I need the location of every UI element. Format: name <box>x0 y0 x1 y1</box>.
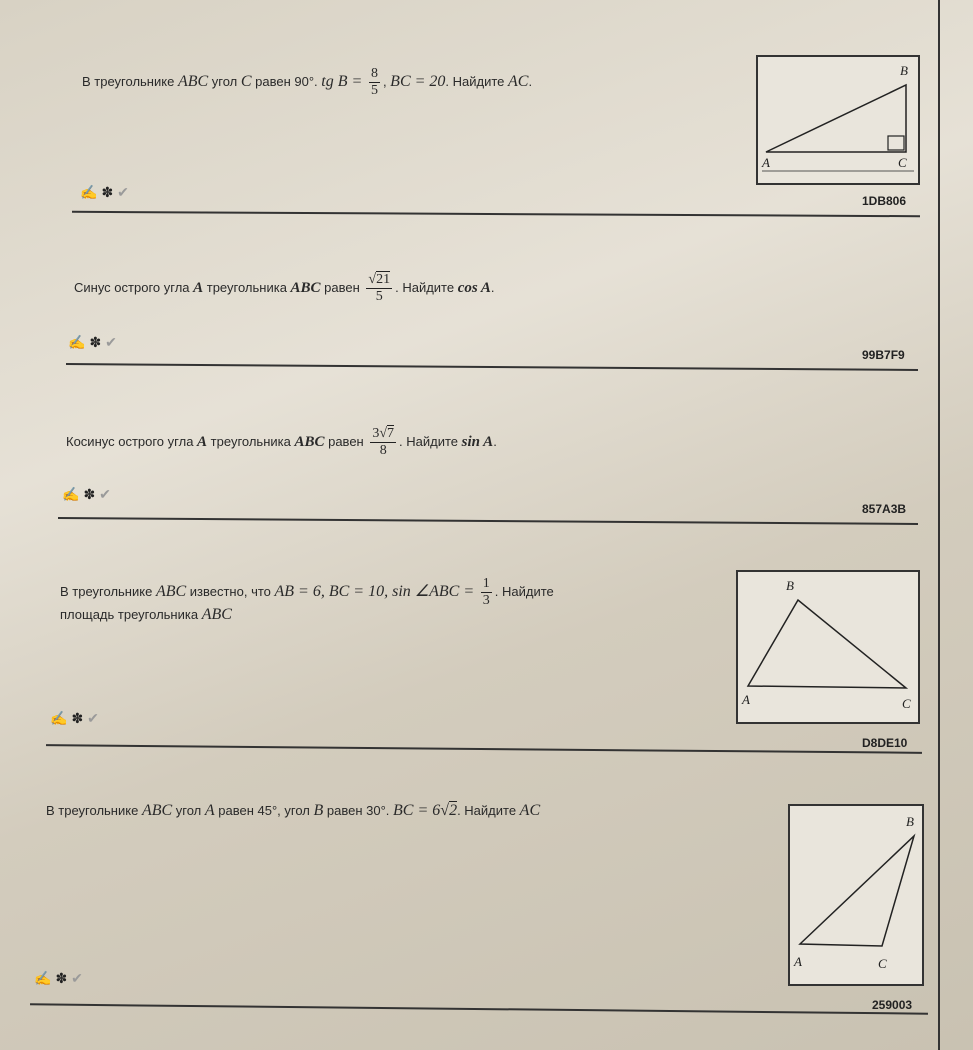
fraction <box>370 426 396 459</box>
text-segment: . Найдите <box>395 279 458 295</box>
text-segment: равен 90°. <box>251 73 322 89</box>
text-segment: равен 45°, угол <box>214 803 314 818</box>
math-segment: C <box>240 72 252 90</box>
text-segment: . <box>490 279 495 295</box>
fraction-denominator: 3 <box>482 593 490 608</box>
text-segment: . Найдите <box>457 803 520 818</box>
problem-3-toolbar <box>62 486 115 503</box>
fraction-denominator: 5 <box>370 83 378 98</box>
vertex-label-a: A <box>742 692 750 707</box>
hand-icon[interactable]: ✍ <box>80 184 102 200</box>
fraction-numerator: 3√7 <box>372 426 395 441</box>
math-segment: A <box>204 802 215 819</box>
problem-5-toolbar <box>34 970 87 987</box>
text-segment: Косинус острого угла <box>66 433 198 449</box>
math-segment: ABC <box>294 433 325 450</box>
text-segment: Синус острого угла <box>74 279 194 295</box>
fraction-denominator: 5 <box>375 289 383 304</box>
math-segment: ABC <box>155 582 187 600</box>
hand-icon[interactable]: ✍ <box>68 334 90 350</box>
vertex-label-a: A <box>794 954 802 969</box>
problem-4-text-line-2 <box>60 604 232 626</box>
problem-2-text <box>74 272 495 305</box>
math-segment: ABC <box>290 279 321 296</box>
problem-code: 1DB806 <box>862 194 907 208</box>
radicand: 21 <box>376 272 391 287</box>
text-segment: равен <box>324 433 368 449</box>
figure-obtuse-triangle <box>788 804 924 986</box>
hand-icon[interactable]: ✍ <box>50 710 72 726</box>
math-segment: ABC <box>177 72 209 90</box>
problem-2-toolbar <box>68 334 121 351</box>
math-segment: AB = 6, BC = 10, sin ∠ABC = <box>274 582 475 600</box>
math-segment: A <box>193 279 204 296</box>
vertex-label-c: C <box>878 956 887 971</box>
text-segment: . <box>528 73 533 89</box>
fraction-numerator: 1 <box>482 576 490 591</box>
text-segment: угол <box>208 73 241 89</box>
hand-icon[interactable]: ✍ <box>34 970 56 986</box>
check-icon[interactable]: ✔ <box>117 184 133 200</box>
flower-icon[interactable]: ✽ <box>55 970 72 986</box>
radicand: 7 <box>387 426 395 441</box>
math-segment: ABC <box>201 606 232 623</box>
problem-code: 259003 <box>872 998 913 1012</box>
problem-3-text <box>66 426 497 459</box>
check-icon[interactable]: ✔ <box>105 334 121 350</box>
math-segment: √2 <box>440 802 458 819</box>
flower-icon[interactable]: ✽ <box>89 334 106 350</box>
hand-icon[interactable]: ✍ <box>62 486 84 502</box>
vertex-label-c: C <box>902 696 911 711</box>
radicand: 2 <box>449 802 458 819</box>
problem-code: 857A3B <box>862 502 907 516</box>
problem-1-text <box>82 66 532 99</box>
text-segment: В треугольнике <box>60 583 156 599</box>
math-segment: A <box>197 433 208 450</box>
fraction-numerator: √21 <box>368 272 391 287</box>
coefficient: 3 <box>372 426 380 441</box>
check-icon[interactable]: ✔ <box>99 486 115 502</box>
math-segment: B <box>313 802 324 819</box>
fraction-denominator: 8 <box>379 443 387 458</box>
text-segment: известно, что <box>186 583 275 599</box>
text-segment: . Найдите <box>399 433 462 449</box>
math-segment: ABC <box>141 802 173 819</box>
math-segment: AC <box>519 802 541 819</box>
fraction <box>481 576 492 609</box>
text-segment: В треугольнике <box>46 803 142 818</box>
text-segment: . Найдите <box>445 73 509 89</box>
figure-right-triangle <box>756 55 920 185</box>
fraction-numerator: 8 <box>370 66 378 81</box>
math-segment: AC <box>508 72 529 90</box>
text-segment: , <box>382 73 391 89</box>
vertex-label-b: B <box>786 578 794 593</box>
text-segment: площадь треугольника <box>60 607 202 622</box>
check-icon[interactable]: ✔ <box>71 970 87 986</box>
problem-code: 99B7F9 <box>862 348 905 362</box>
problem-1-toolbar <box>80 184 133 201</box>
vertex-label-a: A <box>762 155 770 170</box>
problem-5-text <box>46 800 540 822</box>
flower-icon[interactable]: ✽ <box>83 486 100 502</box>
flower-icon[interactable]: ✽ <box>101 184 118 200</box>
fraction <box>366 272 392 305</box>
text-segment: угол <box>172 803 205 818</box>
text-segment: равен <box>320 279 364 295</box>
text-segment: В треугольнике <box>82 73 178 89</box>
problem-code: D8DE10 <box>862 736 908 750</box>
figure-triangle <box>736 570 920 724</box>
math-segment: cos A <box>457 279 491 296</box>
text-segment: . <box>493 433 497 449</box>
math-segment: sin A <box>461 433 494 450</box>
vertex-label-b: B <box>906 814 914 829</box>
text-segment: . Найдите <box>494 583 554 599</box>
fraction <box>369 66 380 99</box>
problem-4-toolbar <box>50 710 103 727</box>
flower-icon[interactable]: ✽ <box>71 710 88 726</box>
text-segment: равен 30°. <box>323 803 394 818</box>
math-segment: BC = 6 <box>393 802 441 819</box>
text-segment: треугольника <box>207 433 295 449</box>
math-segment: BC = 20 <box>390 72 446 90</box>
vertex-label-c: C <box>898 155 907 170</box>
math-segment: tg B = <box>321 72 363 90</box>
text-segment: треугольника <box>203 279 291 295</box>
vertex-label-b: B <box>900 63 908 78</box>
check-icon[interactable]: ✔ <box>87 710 103 726</box>
